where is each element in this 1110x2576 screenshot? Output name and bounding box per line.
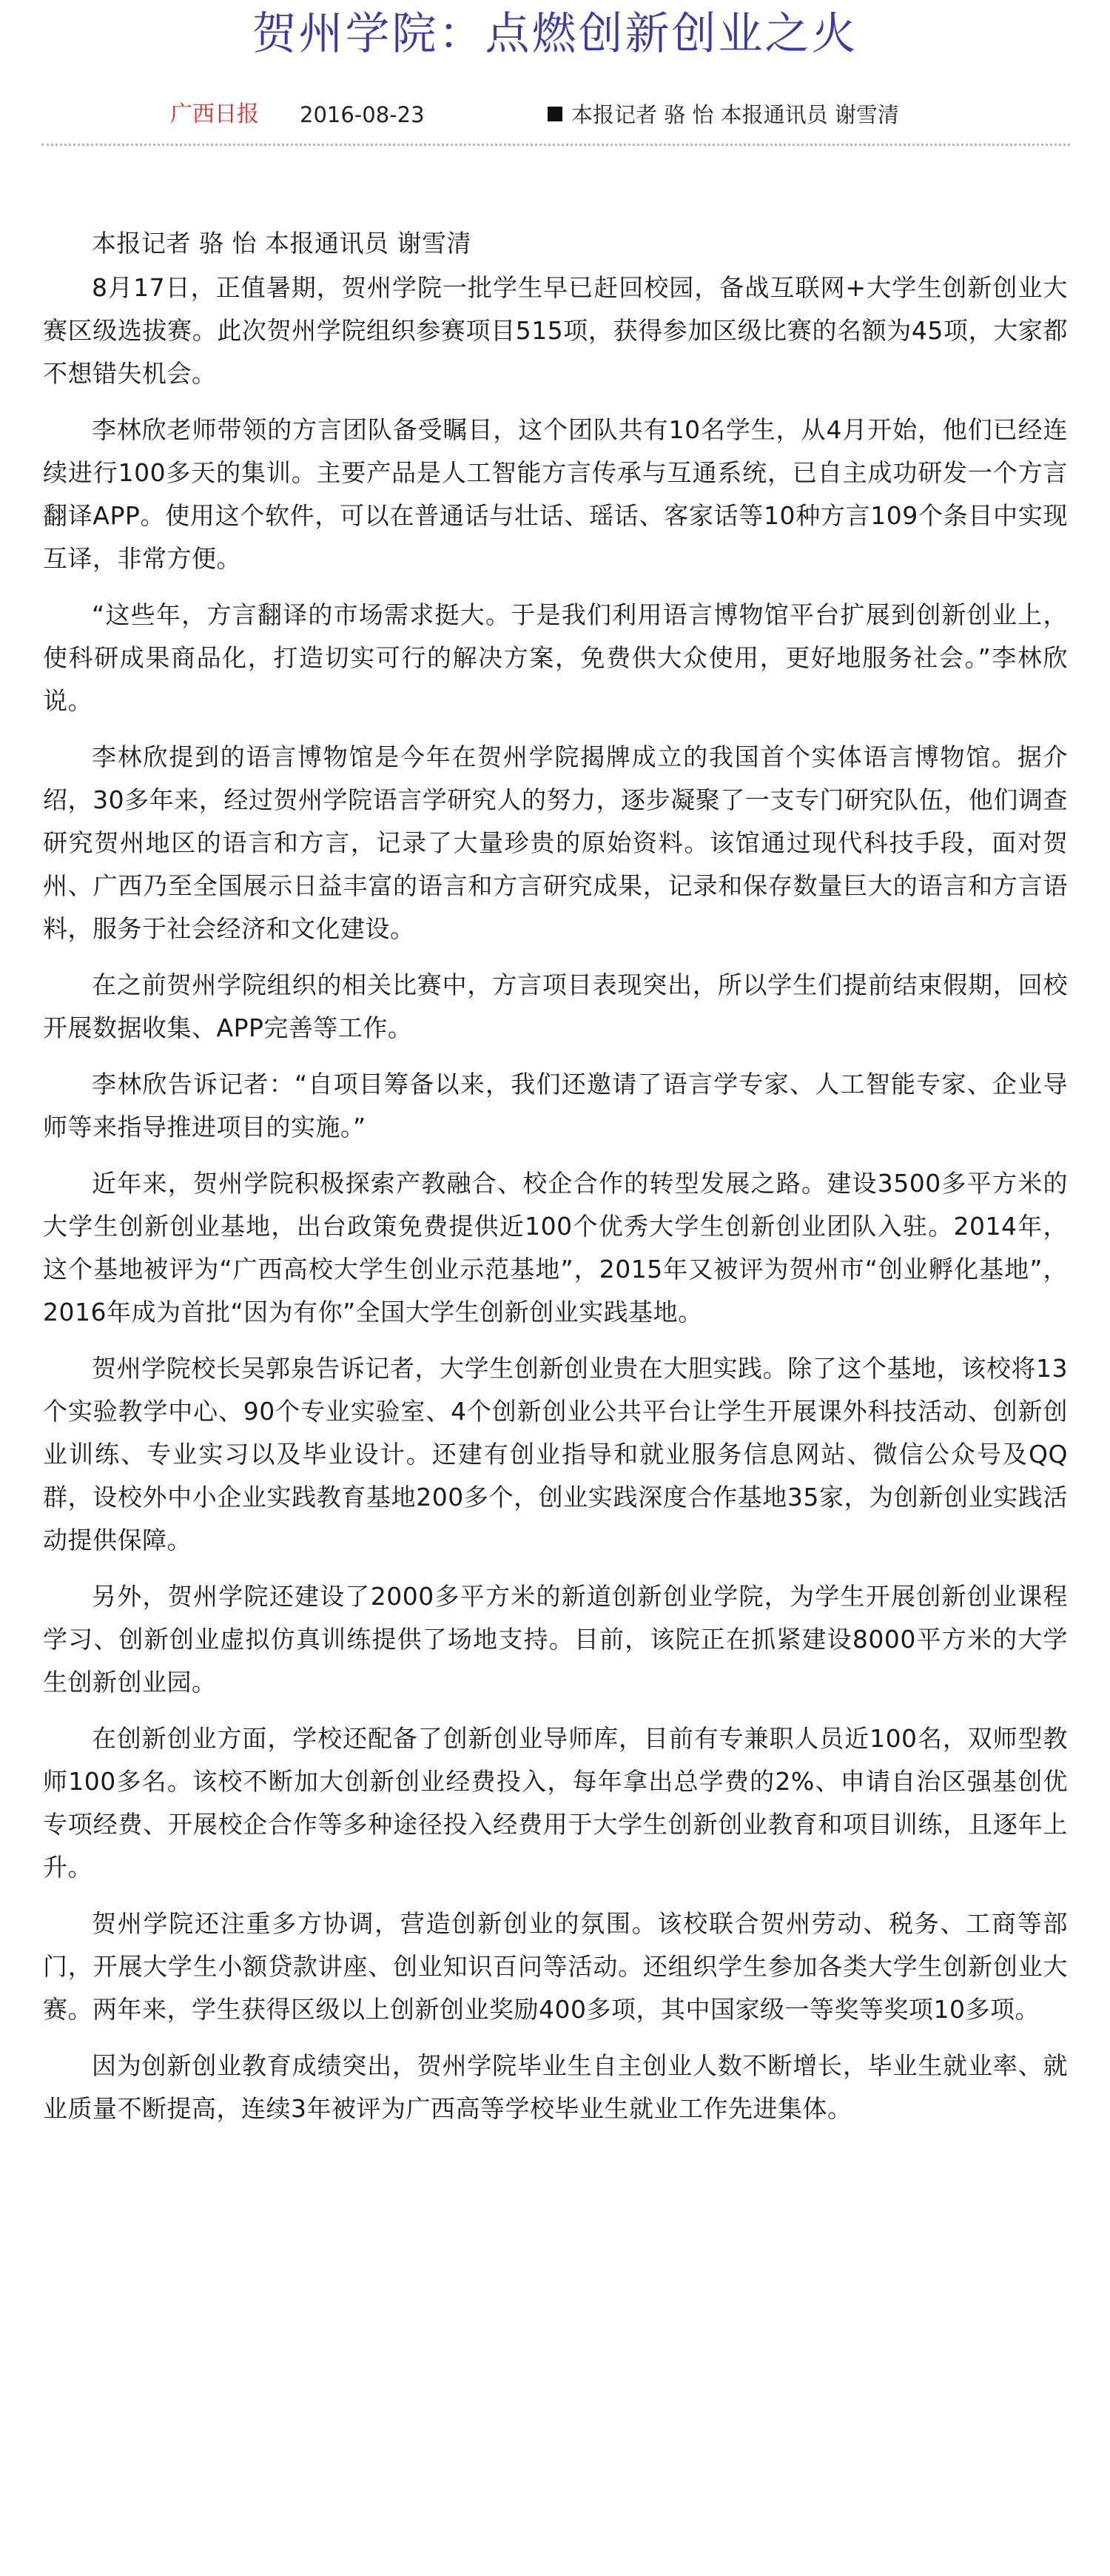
dotted-divider [41, 144, 1070, 146]
article-meta [0, 96, 1110, 133]
body-paragraph: 贺州学院还注重多方协调，营造创新创业的氛围。该校联合贺州劳动、税务、工商等部门，开展大学生小额贷款讲座、创业知识百问等活动。还组织学生参加各类大学生创新创业大赛。两年来，学生获得区级以上创新创业奖励400多项，其中国家级一等奖等奖项10多项。 [43, 1909, 1068, 2024]
body-paragraph: 李林欣提到的语言博物馆是今年在贺州学院揭牌成立的我国首个实体语言博物馆。据介绍，30多年来，经过贺州学院语言学研究人的努力，逐步凝聚了一支专门研究队伍，他们调查研究贺州地区的语言和方言，记录了大量珍贵的原始资料。该馆通过现代科技手段，面对贺州、广西乃至全国展示日益丰富的语言和方言研究成果，记录和保存数量巨大的语言和方言语料，服务于社会经济和文化建设。 [43, 742, 1068, 943]
body-paragraph: 李林欣告诉记者：“自项目筹备以来，我们还邀请了语言学专家、人工智能专家、企业导师等来指导推进项目的实施。” [43, 1070, 1068, 1141]
body-paragraph: 因为创新创业教育成绩突出，贺州学院毕业生自主创业人数不断增长，毕业生就业率、就业质量不断提高，连续3年被评为广西高等学校毕业生就业工作先进集体。 [43, 2051, 1068, 2123]
body-paragraph: 在创新创业方面，学校还配备了创新创业导师库，目前有专兼职人员近100名，双师型教师100多名。该校不断加大创新创业经费投入，每年拿出总学费的2%、申请自治区强基创优专项经费、开展校企合作等多种途径投入经费用于大学生创新创业教育和项目训练，且逐年上升。 [43, 1724, 1068, 1882]
author-line [548, 96, 899, 133]
author-text: 本报记者 骆 怡 本报通讯员 谢雪清 [571, 102, 899, 127]
square-bullet-icon [548, 107, 562, 121]
body-paragraph: 贺州学院校长吴郭泉告诉记者，大学生创新创业贵在大胆实践。除了这个基地，该校将13个实验教学中心、90个专业实验室、4个创新创业公共平台让学生开展课外科技活动、创新创业训练、专业实习以及毕业设计。还建有创业指导和就业服务信息网站、微信公众号及QQ群，设校外中小企业实践教育基地200多个，创业实践深度合作基地35家，为创新创业实践活动提供保障。 [43, 1354, 1068, 1554]
publish-date: 2016-08-23 [300, 102, 425, 127]
article-body [43, 222, 1068, 2144]
byline-paragraph: 本报记者 骆 怡 本报通讯员 谢雪清 [92, 229, 471, 258]
body-paragraph: 近年来，贺州学院积极探索产教融合、校企合作的转型发展之路。建设3500多平方米的大学生创新创业基地，出台政策免费提供近100个优秀大学生创新创业团队入驻。2014年，这个基地被评为“广西高校大学生创业示范基地”，2015年又被评为贺州市“创业孵化基地”，2016年成为首批“因为有你”全国大学生创新创业实践基地。 [43, 1169, 1068, 1326]
article-title: 贺州学院：点燃创新创业之火 [252, 8, 858, 60]
body-paragraph: “这些年，方言翻译的市场需求挺大。于是我们利用语言博物馆平台扩展到创新创业上，使科研成果商品化，打造切实可行的解决方案，免费供大众使用，更好地服务社会。”李林欣说。 [43, 600, 1068, 715]
body-paragraph: 8月17日，正值暑期，贺州学院一批学生早已赶回校园，备战互联网+大学生创新创业大赛区级选拔赛。此次贺州学院组织参赛项目515项，获得参加区级比赛的名额为45项，大家都不想错失机会。 [43, 273, 1068, 388]
body-paragraph: 李林欣老师带领的方言团队备受瞩目，这个团队共有10名学生，从4月开始，他们已经连续进行100多天的集训。主要产品是人工智能方言传承与互通系统，已自主成功研发一个方言翻译APP。使用这个软件，可以在普通话与壮话、瑶话、客家话等10种方言109个条目中实现互译，非常方便。 [43, 415, 1068, 573]
body-paragraph: 在之前贺州学院组织的相关比赛中，方言项目表现突出，所以学生们提前结束假期，回校开展数据收集、APP完善等工作。 [43, 970, 1068, 1042]
body-paragraph: 另外，贺州学院还建设了2000多平方米的新道创新创业学院，为学生开展创新创业课程学习、创新创业虚拟仿真训练提供了场地支持。目前，该院正在抓紧建设8000平方米的大学生创新创业园。 [43, 1582, 1068, 1697]
source-link[interactable]: 广西日报 [170, 101, 259, 127]
